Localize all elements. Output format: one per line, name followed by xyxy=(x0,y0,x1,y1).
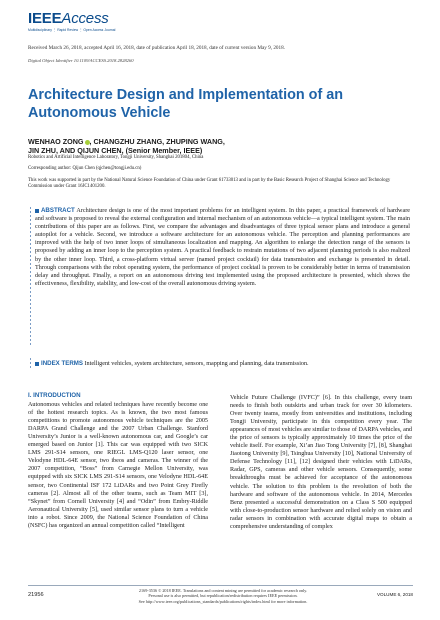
square-bullet-icon xyxy=(35,362,39,366)
intro-text-right: Vehicle Future Challenge (IVFC)” [6]. In this challenge, every team needs to finish both outskirts and urban track for over 30 kilometers. Over twenty teams, mostly from universities and institutions, including Tongji University, participate in this competition every year. The appearances of most vehicles are similar to those of DARPA vehicles, and the price of sensors is typically approximately 10 times the price of the vehicle itself. For example, Xi’an Jiao Tong University [7], [8], Shanghai Jiaotong University [9], Tsinghua University [10], National University of Defense Technology [11], [12] designed their vehicles with LiDARs, Radar, GPS, cameras and other vehicle sensors. Consequently, some breakthroughs must be achieved for acceptance of the autonomous vehicle. The solution to this problem is the revolution of both the hardware and software of the autonomous vehicle. In 2014, Mercedes Benz presented a successful demonstration on a Class S 500 equipped with close-to-production sensor hardware and relied solely on vision and radar sensors in combination with accurate digital maps to obtain a comprehensive understanding of complex xyxy=(230,395,412,530)
copyright-line-3[interactable]: See http://www.ieee.org/publications_standards/publications/rights/index.html for more information. xyxy=(138,598,308,604)
funding-note: This work was supported in part by the National Natural Science Foundation of China under Grant 61733013 and in part by the Basic Research Project of Shanghai Science and Technology Commission under Grant 16JC1401200. xyxy=(28,178,391,190)
corresponding-author: Corresponding author: Qijun Chen (qjchen@tongji.edu.cn) xyxy=(28,166,142,171)
footer-divider xyxy=(28,585,413,586)
index-terms-label: INDEX TERMS xyxy=(41,360,83,367)
author-list xyxy=(28,137,328,155)
abstract-divider xyxy=(30,207,31,347)
page-number: 21956 xyxy=(28,592,44,598)
index-terms-text: Intelligent vehicles, system architecture, sensors, mapping and planning, data transmission. xyxy=(84,361,309,367)
intro-text-left: Autonomous vehicles and related techniques have recently become one of the hottest research topics. As is known, the two most famous competitions to promote autonomous vehicle techniques are the 2005 DARPA Grand Challenge and the 2007 Urban Challenge. Stanford University’s Junior is a well-known autonomous car, and Google’s car emerged based on Junior [1]. This car was equipped with two SICK LMS 291-S14 sensors, one RIEGL LMS-Q120 laser sensor, one Velodyne HDL-64E sensor, two ibeos and cameras. The winner of the 2007 competition, “Boss” from Carnegie Mellon University, was equipped with six SICK LMS 291-S14 sensors, one Velodyne HDL-64E sensor, two Continental ISF 172 LiDARs and two Point Grey Firefly cameras [2]. Almost all of the other teams, such as Team MIT [3], “Skynet” from Cornell University [4] and “Odin” from Embry-Riddle Aeronautical University [5], used similar sensor plans to turn a vehicle into a robot. Since 2009, the National Science Foundation of China (NSFC) has organized an annual competition called “Intelligent xyxy=(28,402,208,529)
co-authors-line2: JIN ZHU, AND QIJUN CHEN, (Senior Member, IEEE) xyxy=(28,146,203,155)
journal-logo xyxy=(28,10,115,32)
copyright-line-1: 2169-3536 © 2018 IEEE. Translations and content mining are permitted for academic research only. xyxy=(138,588,308,593)
co-authors: , CHANGZHU ZHANG, ZHUPING WANG, xyxy=(89,137,225,146)
logo-tagline: Multidisciplinary ⋮ Rapid Review ⋮ Open Access Journal xyxy=(28,28,116,32)
abstract-text: Architecture design is one of the most important problems for an intelligent system. In this paper, a practical framework of hardware and software is proposed to reveal the external configuration and internal mechanism of an autonomous vehicle—a typical intelligent system. The main contributions of this paper are as follows. First, we compare the advantages and disadvantages of three typical sensor plans and introduce a general autopilot for a vehicle. Second, we introduce a software architecture for an autonomous vehicle. The perception and planning performances are improved with the help of two inner loops of simultaneous localization and mapping. An algorithm to enlarge the detection range of the sensors is proposed by adding an inner loop to the perception system. A practical feedback to restrain mutations of two adjacent planning periods is also realized by the other inner loop. Third, a cross-platform virtual server (named project cocktail) for data transmission and exchange is presented in detail. Through comparisons with the robot operating system, the performance of project cocktail is proven to be considerably better in terms of transmission delay and throughput. Finally, a report on an autonomous driving test implemented using the proposed architecture is presented, which shows the effectiveness, flexibility, stability, and low-cost of the overall autonomous driving system. xyxy=(35,208,410,287)
copyright-notice xyxy=(98,588,348,604)
doi: Digital Object Identifier 10.1109/ACCESS.2018.2828260 xyxy=(28,58,134,63)
keywords-divider xyxy=(30,358,31,370)
section-heading: I. INTRODUCTION xyxy=(28,392,81,399)
copyright-line-2: Personal use is also permitted, but republication/redistribution requires IEEE permission. xyxy=(148,593,298,599)
abstract xyxy=(35,207,410,288)
logo-wordmark: IEEEAccess xyxy=(28,10,109,27)
square-bullet-icon xyxy=(35,209,39,213)
received-dates: Received March 26, 2018, accepted April 16, 2018, date of publication April 18, 2018, date of current version May 9, 2018. xyxy=(28,45,286,51)
intro-column-right xyxy=(230,394,412,531)
abstract-label: ABSTRACT xyxy=(41,207,75,214)
intro-column-left xyxy=(28,392,208,530)
first-author: WENHAO ZONG xyxy=(28,137,84,146)
paper-title: Architecture Design and Implementation of an Autonomous Vehicle xyxy=(28,87,344,121)
volume-label: VOLUME 6, 2018 xyxy=(376,592,413,597)
index-terms xyxy=(35,360,410,367)
affiliation: Robotics and Artificial Intelligence Laboratory, Tongji University, Shanghai 201804, China xyxy=(28,155,204,160)
